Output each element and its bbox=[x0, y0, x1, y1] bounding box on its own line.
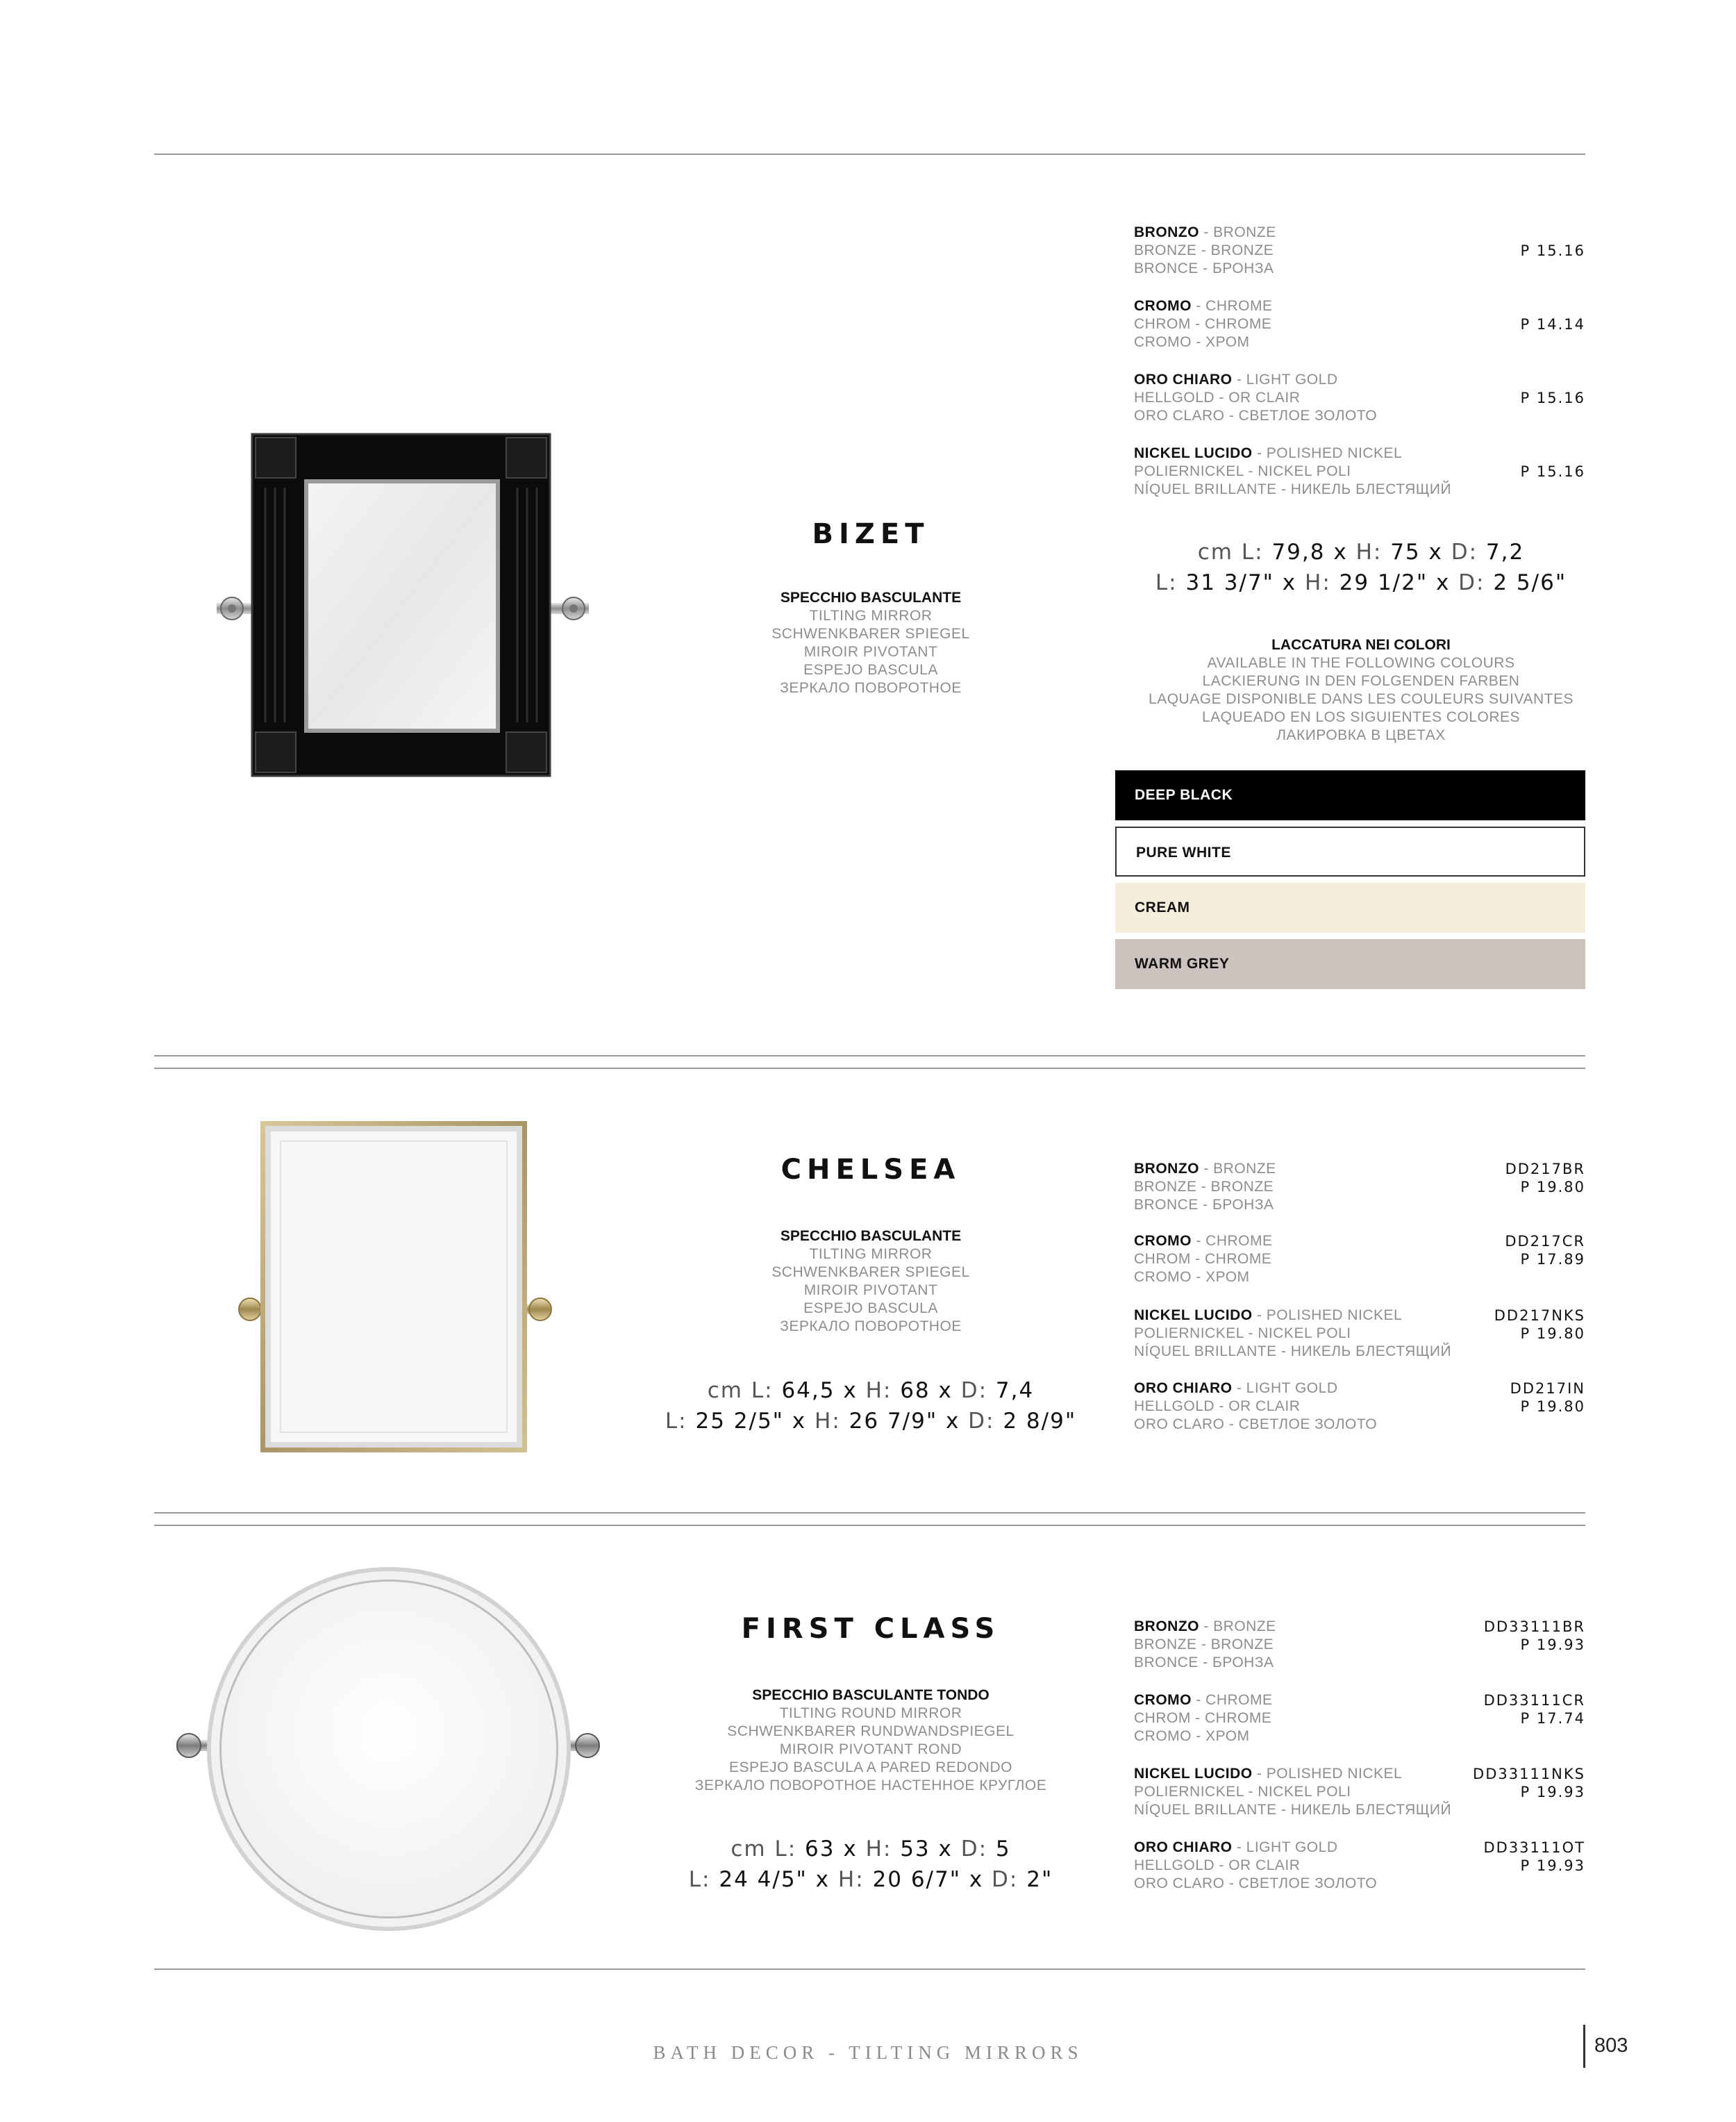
dimensions-cm bbox=[1118, 537, 1604, 567]
finish-separator: - bbox=[1192, 298, 1206, 314]
finish-translation: ORO CLARO - СВЕТЛОЕ ЗОЛОТО bbox=[1134, 408, 1378, 424]
finish-price: P 17.89 bbox=[1520, 1251, 1585, 1268]
description-translation: MIROIR PIVOTANT bbox=[803, 644, 938, 660]
finish-separator: - bbox=[1232, 1380, 1246, 1396]
finish-separator: - bbox=[1192, 1692, 1206, 1708]
times-sign: x bbox=[843, 1378, 858, 1403]
page-number: 803 bbox=[1594, 2034, 1628, 2057]
finish-translation: BRONCE - БРОНЗА bbox=[1134, 1197, 1274, 1213]
finish-translation: CROMO - ХРОМ bbox=[1134, 334, 1250, 350]
depth-value: 7,4 bbox=[995, 1378, 1035, 1403]
finish-separator: - bbox=[1199, 1161, 1214, 1177]
finish-english: LIGHT GOLD bbox=[1246, 1839, 1338, 1855]
finish-translation: ORO CLARO - СВЕТЛОЕ ЗОЛОТО bbox=[1134, 1875, 1378, 1891]
finish-translation: BRONZE - BRONZE bbox=[1134, 1636, 1274, 1652]
finish-row bbox=[1134, 1160, 1585, 1214]
depth-label: D: bbox=[960, 1837, 988, 1862]
finish-separator: - bbox=[1199, 1618, 1214, 1634]
depth-value: 2 5/6" bbox=[1493, 570, 1567, 595]
length-value: 25 2/5" bbox=[695, 1409, 784, 1434]
finish-translation: BRONCE - БРОНЗА bbox=[1134, 1655, 1274, 1671]
description-translation: ESPEJO BASCULA A PARED REDONDO bbox=[729, 1759, 1012, 1775]
finish-separator: - bbox=[1252, 1766, 1267, 1782]
dimensions-cm bbox=[628, 1834, 1114, 1864]
footer-section-title: BATH DECOR - TILTING MIRRORS bbox=[653, 2042, 1083, 2063]
finish-row bbox=[1134, 371, 1585, 425]
times-sign: x bbox=[1282, 570, 1297, 595]
finish-translation: NÍQUEL BRILLANTE - НИКЕЛЬ БЛЕСТЯЩИЙ bbox=[1134, 1802, 1452, 1818]
finish-english: POLISHED NICKEL bbox=[1266, 1766, 1403, 1782]
finish-code: DD217CR bbox=[1505, 1233, 1585, 1250]
page-number-divider bbox=[1583, 2025, 1585, 2068]
description-translation: TILTING ROUND MIRROR bbox=[779, 1705, 962, 1721]
height-value: 29 1/2" bbox=[1339, 570, 1428, 595]
length-label: L: bbox=[751, 1378, 774, 1403]
height-label: H: bbox=[1305, 570, 1331, 595]
finish-translation: ORO CLARO - СВЕТЛОЕ ЗОЛОТО bbox=[1134, 1416, 1378, 1432]
height-label: H: bbox=[1355, 540, 1383, 565]
lacquer-translation: ЛАКИРОВКА В ЦВЕТАХ bbox=[1276, 727, 1446, 743]
finish-separator: - bbox=[1232, 1839, 1246, 1855]
times-sign: x bbox=[843, 1837, 858, 1862]
length-label: L: bbox=[774, 1837, 797, 1862]
height-label: H: bbox=[865, 1837, 892, 1862]
description-translation: ЗЕРКАЛО ПОВОРОТНОЕ bbox=[780, 680, 962, 696]
height-value: 20 6/7" bbox=[872, 1867, 961, 1892]
lacquer-translation: LAQUEADO EN LOS SIGUIENTES COLORES bbox=[1201, 709, 1521, 725]
description-translation: MIROIR PIVOTANT bbox=[803, 1282, 938, 1298]
length-label: L: bbox=[1241, 540, 1264, 565]
finish-code: DD33111NKS bbox=[1473, 1766, 1585, 1782]
depth-value: 5 bbox=[995, 1837, 1011, 1862]
finish-row bbox=[1134, 1765, 1585, 1819]
depth-label: D: bbox=[968, 1409, 995, 1434]
finish-name: BRONZO bbox=[1134, 1161, 1199, 1177]
finish-name: ORO CHIARO bbox=[1134, 1380, 1233, 1396]
length-label: L: bbox=[665, 1409, 687, 1434]
description-translation: ESPEJO BASCULA bbox=[803, 662, 938, 678]
times-sign: x bbox=[1428, 540, 1443, 565]
divider bbox=[154, 1512, 1585, 1514]
divider bbox=[154, 1525, 1585, 1526]
finish-price: P 14.14 bbox=[1520, 316, 1585, 333]
finish-english: BRONZE bbox=[1213, 1161, 1276, 1177]
times-sign: x bbox=[938, 1378, 953, 1403]
finish-translation: CHROM - CHROME bbox=[1134, 1710, 1272, 1726]
lacquer-translation: LAQUAGE DISPONIBLE DANS LES COULEURS SUIVANTES bbox=[1149, 691, 1574, 707]
finish-name: CROMO bbox=[1134, 1692, 1192, 1708]
finish-english: POLISHED NICKEL bbox=[1266, 445, 1403, 461]
finish-separator: - bbox=[1232, 372, 1246, 388]
finish-english: CHROME bbox=[1205, 1233, 1273, 1249]
lacquer-colors-block bbox=[1125, 636, 1597, 745]
product-title-chelsea: CHELSEA bbox=[781, 1154, 961, 1186]
finish-code: DD217BR bbox=[1505, 1161, 1585, 1177]
unit-label: cm bbox=[707, 1378, 744, 1403]
finish-price: P 19.93 bbox=[1520, 1636, 1585, 1653]
finish-row bbox=[1134, 1307, 1585, 1361]
finish-price: P 15.16 bbox=[1520, 463, 1585, 480]
depth-label: D: bbox=[1458, 570, 1485, 595]
times-sign: x bbox=[1435, 570, 1451, 595]
product-description-bizet bbox=[649, 589, 1093, 697]
depth-label: D: bbox=[960, 1378, 988, 1403]
finish-translation: NÍQUEL BRILLANTE - НИКЕЛЬ БЛЕСТЯЩИЙ bbox=[1134, 1343, 1452, 1359]
depth-value: 2" bbox=[1026, 1867, 1053, 1892]
finish-row bbox=[1134, 445, 1585, 499]
finish-translation: CROMO - ХРОМ bbox=[1134, 1728, 1250, 1744]
length-value: 79,8 bbox=[1271, 540, 1326, 565]
finish-price: P 15.16 bbox=[1520, 390, 1585, 406]
color-swatch-warm-grey: WARM GREY bbox=[1115, 939, 1585, 989]
finish-english: BRONZE bbox=[1213, 1618, 1276, 1634]
finish-row bbox=[1134, 1379, 1585, 1434]
finish-translation: BRONZE - BRONZE bbox=[1134, 1179, 1274, 1195]
divider bbox=[154, 1068, 1585, 1069]
height-value: 26 7/9" bbox=[849, 1409, 938, 1434]
finish-code: DD33111OT bbox=[1483, 1839, 1585, 1856]
finish-row bbox=[1134, 224, 1585, 278]
times-sign: x bbox=[945, 1409, 960, 1434]
description-translation: MIROIR PIVOTANT ROND bbox=[779, 1741, 962, 1757]
height-value: 53 bbox=[900, 1837, 930, 1862]
first-class-mirror-image bbox=[174, 1566, 604, 1934]
product-description-first-class bbox=[649, 1686, 1093, 1795]
description-translation: ESPEJO BASCULA bbox=[803, 1300, 938, 1316]
unit-label: cm bbox=[731, 1837, 767, 1862]
bizet-mirror-image bbox=[215, 431, 590, 778]
times-sign: x bbox=[1333, 540, 1348, 565]
product-description-chelsea bbox=[649, 1227, 1093, 1336]
times-sign: x bbox=[938, 1837, 953, 1862]
times-sign: x bbox=[815, 1867, 831, 1892]
finish-code: DD217IN bbox=[1510, 1380, 1585, 1397]
dimensions-inch bbox=[628, 1406, 1114, 1436]
divider bbox=[154, 1055, 1585, 1056]
finish-price: P 17.74 bbox=[1520, 1710, 1585, 1727]
lacquer-translation: AVAILABLE IN THE FOLLOWING COLOURS bbox=[1207, 655, 1515, 671]
dimensions-bizet bbox=[1118, 537, 1604, 598]
dimensions-inch bbox=[628, 1864, 1114, 1895]
dimensions-chelsea bbox=[628, 1375, 1114, 1436]
description-main: SPECCHIO BASCULANTE bbox=[780, 1228, 962, 1244]
finish-row bbox=[1134, 1691, 1585, 1746]
finish-row bbox=[1134, 1618, 1585, 1672]
description-translation: ЗЕРКАЛО ПОВОРОТНОЕ НАСТЕННОЕ КРУГЛОЕ bbox=[694, 1777, 1047, 1793]
finish-translation: NÍQUEL BRILLANTE - НИКЕЛЬ БЛЕСТЯЩИЙ bbox=[1134, 481, 1452, 497]
finish-separator: - bbox=[1192, 1233, 1206, 1249]
height-label: H: bbox=[865, 1378, 892, 1403]
height-label: H: bbox=[837, 1867, 865, 1892]
color-swatch-deep-black: DEEP BLACK bbox=[1115, 770, 1585, 820]
finish-translation: CHROM - CHROME bbox=[1134, 316, 1272, 332]
finish-separator: - bbox=[1199, 224, 1214, 240]
finish-code: DD217NKS bbox=[1494, 1307, 1585, 1324]
finish-price: P 19.80 bbox=[1520, 1325, 1585, 1342]
description-main: SPECCHIO BASCULANTE TONDO bbox=[752, 1687, 990, 1703]
finish-name: BRONZO bbox=[1134, 1618, 1199, 1634]
finish-separator: - bbox=[1252, 1307, 1267, 1323]
finish-separator: - bbox=[1252, 445, 1267, 461]
depth-label: D: bbox=[1451, 540, 1478, 565]
divider-top bbox=[154, 154, 1585, 155]
finish-name: CROMO bbox=[1134, 1233, 1192, 1249]
finish-translation: HELLGOLD - OR CLAIR bbox=[1134, 1857, 1301, 1873]
description-translation: TILTING MIRROR bbox=[809, 1246, 933, 1262]
description-translation: ЗЕРКАЛО ПОВОРОТНОЕ bbox=[780, 1318, 962, 1334]
length-value: 24 4/5" bbox=[719, 1867, 808, 1892]
finish-price: P 19.80 bbox=[1520, 1398, 1585, 1415]
finish-translation: POLIERNICKEL - NICKEL POLI bbox=[1134, 1325, 1351, 1341]
finish-name: NICKEL LUCIDO bbox=[1134, 1766, 1253, 1782]
dimensions-first-class bbox=[628, 1834, 1114, 1895]
times-sign: x bbox=[792, 1409, 807, 1434]
finish-price: P 19.93 bbox=[1520, 1857, 1585, 1874]
finish-translation: BRONZE - BRONZE bbox=[1134, 242, 1274, 258]
length-value: 31 3/7" bbox=[1185, 570, 1274, 595]
finish-translation: CHROM - CHROME bbox=[1134, 1251, 1272, 1267]
product-title-first-class: FIRST CLASS bbox=[741, 1613, 1001, 1645]
chelsea-mirror-image bbox=[229, 1118, 562, 1455]
description-main: SPECCHIO BASCULANTE bbox=[780, 590, 962, 606]
length-value: 63 bbox=[805, 1837, 835, 1862]
description-translation: SCHWENKBARER RUNDWANDSPIEGEL bbox=[727, 1723, 1015, 1739]
description-translation: TILTING MIRROR bbox=[809, 608, 933, 624]
finish-translation: HELLGOLD - OR CLAIR bbox=[1134, 1398, 1301, 1414]
finish-code: DD33111CR bbox=[1483, 1692, 1585, 1709]
lacquer-title: LACCATURA NEI COLORI bbox=[1271, 637, 1451, 653]
finish-row bbox=[1134, 297, 1585, 351]
lacquer-translation: LACKIERUNG IN DEN FOLGENDEN FARBEN bbox=[1202, 673, 1520, 689]
color-swatch-cream: CREAM bbox=[1115, 883, 1585, 933]
finish-english: BRONZE bbox=[1213, 224, 1276, 240]
finish-price: P 19.93 bbox=[1520, 1784, 1585, 1800]
height-value: 75 bbox=[1390, 540, 1421, 565]
finish-translation: HELLGOLD - OR CLAIR bbox=[1134, 390, 1301, 406]
depth-value: 2 8/9" bbox=[1003, 1409, 1077, 1434]
dimensions-inch bbox=[1118, 567, 1604, 598]
length-label: L: bbox=[1155, 570, 1178, 595]
finish-code: DD33111BR bbox=[1483, 1618, 1585, 1635]
finish-name: ORO CHIARO bbox=[1134, 372, 1233, 388]
finish-english: LIGHT GOLD bbox=[1246, 372, 1338, 388]
finish-english: POLISHED NICKEL bbox=[1266, 1307, 1403, 1323]
finish-translation: CROMO - ХРОМ bbox=[1134, 1269, 1250, 1285]
depth-value: 7,2 bbox=[1485, 540, 1525, 565]
finish-price: P 15.16 bbox=[1520, 242, 1585, 259]
description-translation: SCHWENKBARER SPIEGEL bbox=[771, 626, 970, 642]
description-translation: SCHWENKBARER SPIEGEL bbox=[771, 1264, 970, 1280]
unit-label: cm bbox=[1197, 540, 1234, 565]
finish-name: NICKEL LUCIDO bbox=[1134, 445, 1253, 461]
finish-name: ORO CHIARO bbox=[1134, 1839, 1233, 1855]
height-label: H: bbox=[815, 1409, 841, 1434]
finish-translation: POLIERNICKEL - NICKEL POLI bbox=[1134, 463, 1351, 479]
finish-name: NICKEL LUCIDO bbox=[1134, 1307, 1253, 1323]
finish-english: CHROME bbox=[1205, 1692, 1273, 1708]
finish-name: CROMO bbox=[1134, 298, 1192, 314]
finish-row bbox=[1134, 1839, 1585, 1893]
depth-label: D: bbox=[992, 1867, 1019, 1892]
height-value: 68 bbox=[900, 1378, 930, 1403]
finish-translation: POLIERNICKEL - NICKEL POLI bbox=[1134, 1784, 1351, 1800]
product-title-bizet: BIZET bbox=[812, 518, 930, 550]
finish-translation: BRONCE - БРОНЗА bbox=[1134, 260, 1274, 276]
divider-bottom bbox=[154, 1968, 1585, 1970]
times-sign: x bbox=[969, 1867, 984, 1892]
finish-english: CHROME bbox=[1205, 298, 1273, 314]
length-value: 64,5 bbox=[781, 1378, 835, 1403]
finish-name: BRONZO bbox=[1134, 224, 1199, 240]
finish-row bbox=[1134, 1232, 1585, 1286]
color-swatch-pure-white: PURE WHITE bbox=[1115, 827, 1585, 877]
dimensions-cm bbox=[628, 1375, 1114, 1406]
length-label: L: bbox=[688, 1867, 711, 1892]
finish-price: P 19.80 bbox=[1520, 1179, 1585, 1195]
finish-english: LIGHT GOLD bbox=[1246, 1380, 1338, 1396]
